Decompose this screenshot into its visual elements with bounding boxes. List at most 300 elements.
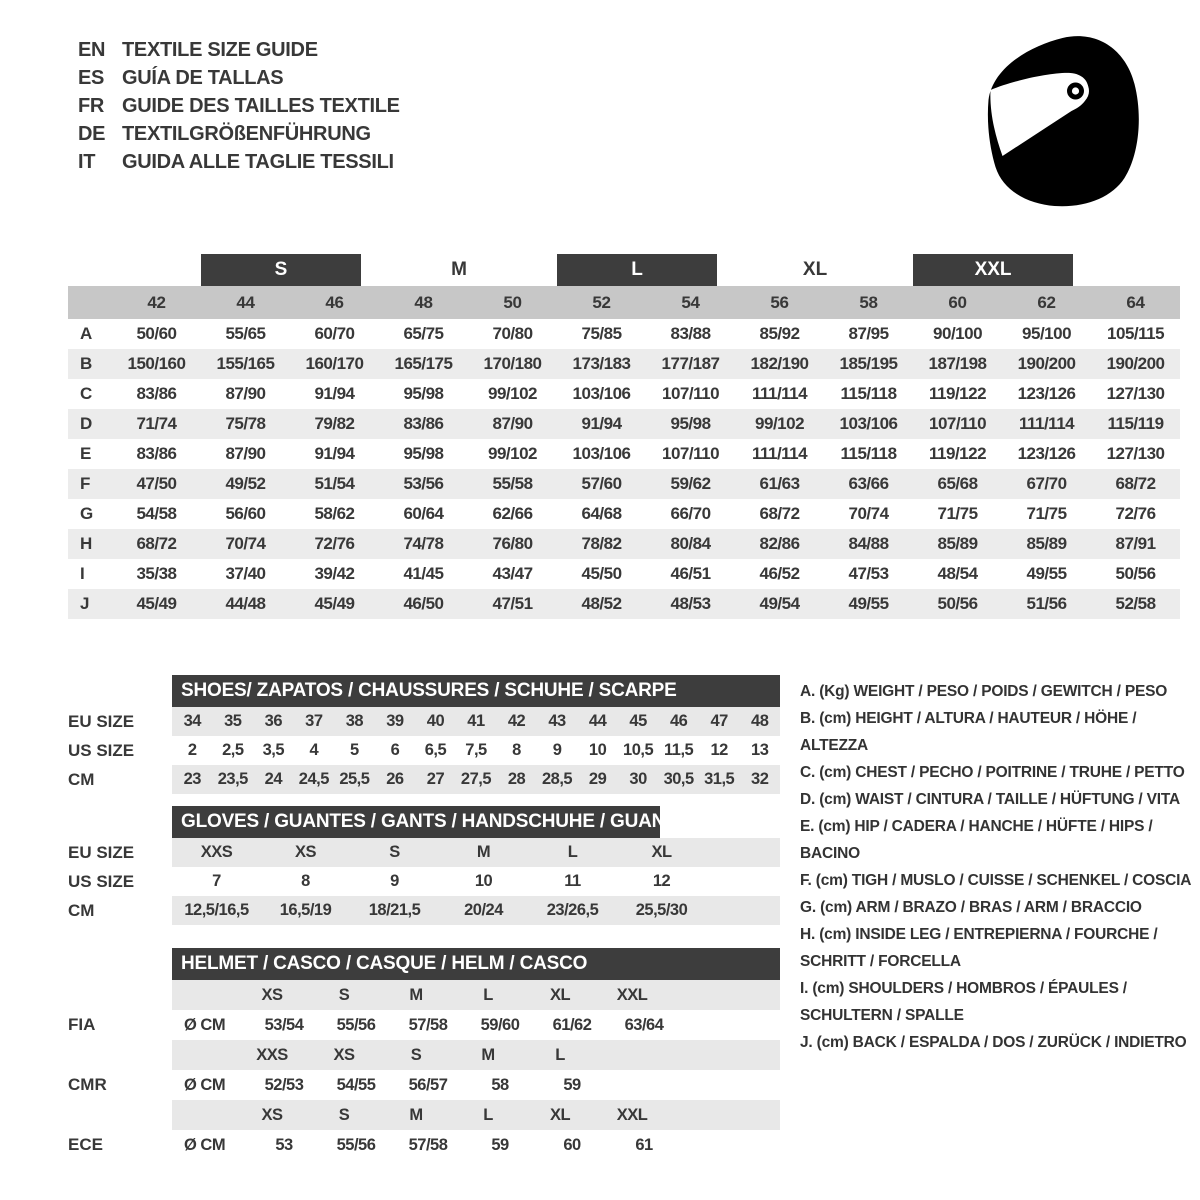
- shoes-header-row: [68, 675, 780, 707]
- size-value: 82/86: [735, 529, 824, 559]
- size-label: XL: [549, 986, 571, 1004]
- size-value: 11: [564, 872, 581, 890]
- size-value: 45: [629, 712, 647, 730]
- size-value: 20/24: [464, 901, 503, 919]
- helmet-size-row: [68, 1040, 780, 1070]
- size-value: L: [567, 843, 578, 861]
- size-value: 107/110: [913, 409, 1002, 439]
- size-value: 8: [301, 872, 310, 890]
- size-value: 30,5: [663, 770, 694, 788]
- size-value: 107/110: [662, 444, 720, 463]
- size-value: 11,5: [664, 741, 694, 759]
- size-value: 3,5: [262, 741, 285, 759]
- row-label: J: [68, 589, 112, 619]
- size-value: 84/88: [824, 529, 913, 559]
- size-row: [68, 838, 780, 867]
- size-value: 85/89: [1002, 529, 1091, 559]
- size-value: 47/51: [468, 589, 557, 619]
- size-number: 44: [201, 286, 290, 319]
- size-value: 39: [386, 712, 404, 730]
- size-label: L: [555, 1046, 565, 1064]
- size-value: 46/51: [670, 564, 711, 583]
- size-value: 44: [588, 712, 607, 730]
- legend-item: E. (cm) HIP / CADERA / HANCHE / HÜFTE / HIPS / BACINO: [800, 818, 1153, 862]
- size-value: 99/102: [488, 444, 537, 463]
- size-value: 87/95: [848, 324, 889, 343]
- size-label: M: [409, 1106, 423, 1124]
- measure-row-f: [68, 469, 1180, 499]
- size-value: 23/26,5: [546, 901, 599, 919]
- size-value: 119/122: [929, 444, 987, 463]
- row-label: [68, 980, 172, 1010]
- size-value: 56/57: [408, 1076, 448, 1094]
- size-value: 87/90: [225, 384, 266, 403]
- size-value: 48/52: [557, 589, 646, 619]
- size-value: 71/75: [937, 504, 978, 523]
- diameter-unit: Ø CM: [184, 1076, 226, 1094]
- size-value: 91/94: [314, 444, 355, 463]
- size-value: 48/53: [646, 589, 735, 619]
- row-values: [172, 736, 780, 765]
- size-value: 68/72: [759, 504, 800, 523]
- size-value: 12: [652, 872, 671, 890]
- size-number: 46: [290, 286, 379, 319]
- size-number: 58: [824, 286, 913, 319]
- size-value: 2,5: [222, 741, 244, 759]
- size-value: 60: [563, 1136, 581, 1154]
- size-value: 111/114: [751, 384, 808, 403]
- size-value: 24: [264, 770, 282, 788]
- legend-item: H. (cm) INSIDE LEG / ENTREPIERNA / FOURCHE / SCHRITT / FORCELLA: [800, 926, 1158, 970]
- size-value: 85/92: [759, 324, 800, 343]
- measure-row-d: [68, 409, 1180, 439]
- size-value: 40: [426, 712, 445, 730]
- size-value: 95/98: [403, 384, 444, 403]
- size-value: 71/74: [112, 409, 201, 439]
- measure-row-g: [68, 499, 1180, 529]
- row-label: F: [68, 469, 112, 499]
- size-value: 34: [183, 712, 201, 730]
- language-code: FR: [78, 95, 105, 117]
- size-value: 39/42: [314, 564, 355, 583]
- size-row: [68, 707, 780, 736]
- row-label: [68, 286, 112, 319]
- size-value: 83/86: [136, 444, 177, 463]
- size-value: 74/78: [379, 529, 468, 559]
- size-value: 54/55: [336, 1076, 376, 1094]
- size-value: 7: [212, 872, 221, 890]
- size-value: 119/122: [929, 384, 987, 403]
- size-value: 59: [491, 1136, 509, 1154]
- size-value: 51/56: [1002, 589, 1091, 619]
- row-label: E: [80, 444, 92, 463]
- size-value: 127/130: [1106, 444, 1165, 463]
- size-group-xl: [735, 253, 913, 286]
- size-value: 50/56: [1115, 564, 1156, 583]
- spacer: [706, 896, 780, 925]
- size-value: 170/180: [468, 349, 557, 379]
- helmet-size-row: [68, 980, 780, 1010]
- size-value: 111/114: [1002, 409, 1091, 439]
- size-value: 45/49: [290, 589, 379, 619]
- size-value: 6,5: [424, 741, 447, 759]
- size-value: 10: [588, 741, 607, 759]
- size-group-label: L: [557, 254, 717, 286]
- size-group-label: XL: [802, 259, 828, 280]
- size-value: 12: [710, 741, 728, 759]
- spacer: [68, 806, 172, 838]
- legend-item: F. (cm) TIGH / MUSLO / CUISSE / SCHENKEL / COSCIA: [800, 872, 1192, 889]
- title-text: GUIDE DES TAILLES TEXTILE: [122, 95, 400, 117]
- size-value: 55/56: [336, 1136, 376, 1154]
- spacer: [172, 980, 236, 1010]
- row-label: I: [80, 564, 85, 583]
- size-value: 72/76: [290, 529, 379, 559]
- size-value: 47/50: [112, 469, 201, 499]
- size-group-label: S: [201, 254, 361, 286]
- legend-item: J. (cm) BACK / ESPALDA / DOS / ZURÜCK / INDIETRO: [800, 1034, 1187, 1051]
- row-values: [172, 896, 780, 925]
- size-value: 52/58: [1091, 589, 1180, 619]
- size-value: 57/58: [408, 1136, 448, 1154]
- row-values: [172, 1100, 780, 1130]
- size-group-l: [557, 253, 735, 286]
- size-group-m: [379, 253, 557, 286]
- size-value: 60/64: [403, 504, 444, 523]
- size-value: 63/64: [624, 1016, 664, 1034]
- size-value: 83/88: [670, 324, 711, 343]
- size-value: 54/58: [136, 504, 177, 523]
- row-label: D: [68, 409, 112, 439]
- row-label: FIA: [68, 1015, 96, 1034]
- size-value: 67/70: [1002, 469, 1091, 499]
- size-value: 4: [309, 741, 319, 759]
- measure-row-a: [68, 319, 1180, 349]
- size-value: 49/52: [201, 469, 290, 499]
- size-numbers-row: [68, 286, 1180, 319]
- size-value: [608, 1070, 680, 1100]
- size-value: 23: [183, 770, 201, 788]
- legend-item: C. (cm) CHEST / PECHO / POITRINE / TRUHE / PETTO: [800, 764, 1185, 781]
- size-group-s: [201, 253, 379, 286]
- row-label: CMR: [68, 1075, 107, 1094]
- row-values: [172, 867, 780, 896]
- size-value: 56/60: [225, 504, 266, 523]
- spacer: [68, 948, 172, 980]
- size-row: [68, 765, 780, 794]
- size-value: 37: [305, 712, 323, 730]
- size-value: 6: [390, 741, 400, 759]
- size-value: 68/72: [112, 529, 201, 559]
- size-value: 62/66: [492, 504, 533, 523]
- size-value: 155/165: [201, 349, 290, 379]
- size-value: 61/62: [552, 1016, 592, 1034]
- size-value: 59: [563, 1076, 581, 1094]
- size-value: 44/48: [201, 589, 290, 619]
- size-value: 70/74: [848, 504, 889, 523]
- size-value: 41: [467, 712, 485, 730]
- size-value: 35/38: [136, 564, 177, 583]
- size-value: 31,5: [704, 770, 735, 788]
- size-value: 150/160: [112, 349, 201, 379]
- size-value: 76/80: [468, 529, 557, 559]
- size-value: 38: [345, 712, 364, 730]
- size-value: 23,5: [217, 770, 248, 788]
- size-value: 28: [507, 770, 526, 788]
- size-value: 18/21,5: [368, 901, 421, 919]
- size-value: 42: [507, 712, 526, 730]
- spacer: [706, 867, 780, 896]
- title-text: GUIDA ALLE TAGLIE TESSILI: [122, 151, 394, 173]
- row-label: EU SIZE: [68, 712, 135, 731]
- spacer: [706, 838, 780, 867]
- size-value: 160/170: [290, 349, 379, 379]
- title-line: [78, 36, 400, 64]
- size-value: 91/94: [557, 409, 646, 439]
- size-value: 99/102: [735, 409, 824, 439]
- textile-size-grid: [68, 253, 1180, 619]
- size-label: S: [338, 1106, 350, 1124]
- size-value: 91/94: [314, 384, 355, 403]
- row-values: [172, 1040, 780, 1070]
- spacer: [668, 980, 780, 1010]
- row-label: CM: [68, 770, 95, 789]
- size-value: 53: [275, 1136, 293, 1154]
- size-value: 99/102: [488, 384, 537, 403]
- size-value: 95/100: [1022, 324, 1072, 343]
- size-value: 51/54: [290, 469, 379, 499]
- helmet-rows: [68, 980, 780, 1160]
- title-line: [78, 148, 400, 176]
- size-value: 85/89: [913, 529, 1002, 559]
- textile-size-table: [68, 253, 1180, 619]
- size-label: XS: [261, 1106, 283, 1124]
- size-value: 2: [187, 741, 197, 759]
- size-value: 49/55: [1026, 564, 1067, 583]
- size-value: 75/78: [201, 409, 290, 439]
- size-value: 185/195: [824, 349, 913, 379]
- size-value: 47/53: [848, 564, 889, 583]
- row-values: [172, 1010, 780, 1040]
- size-value: 65/75: [403, 324, 444, 343]
- size-value: 103/106: [572, 384, 631, 403]
- title-line: [78, 64, 400, 92]
- row-label: [68, 1040, 172, 1070]
- size-value: 115/118: [840, 444, 897, 463]
- size-label: XL: [549, 1106, 571, 1124]
- measurement-legend: [800, 678, 1192, 1056]
- size-value: 61/63: [735, 469, 824, 499]
- legend-item: A. (Kg) WEIGHT / PESO / POIDS / GEWITCH / PESO: [800, 683, 1168, 700]
- size-value: 9: [390, 872, 399, 890]
- size-value: S: [389, 843, 400, 861]
- size-value: 29: [588, 770, 607, 788]
- language-code: DE: [78, 123, 106, 145]
- row-label: EU SIZE: [68, 843, 135, 862]
- size-value: 36: [264, 712, 282, 730]
- size-value: 187/198: [913, 349, 1002, 379]
- size-value: 59/62: [646, 469, 735, 499]
- size-value: 103/106: [572, 444, 631, 463]
- size-value: 115/119: [1091, 409, 1180, 439]
- size-value: 72/76: [1115, 504, 1156, 523]
- row-label: US SIZE: [68, 872, 135, 891]
- size-value: 12,5/16,5: [184, 901, 249, 919]
- row-values: [172, 1070, 780, 1100]
- size-value: 123/126: [1017, 444, 1076, 463]
- spacer: [1091, 253, 1180, 286]
- size-number: 62: [1002, 286, 1091, 319]
- size-value: 58: [491, 1076, 509, 1094]
- size-value: 87/90: [468, 409, 557, 439]
- row-values: [172, 838, 780, 867]
- spacer: [668, 1100, 780, 1130]
- row-label: ECE: [68, 1135, 103, 1154]
- gloves-rows: [68, 838, 780, 925]
- size-value: 78/82: [557, 529, 646, 559]
- spacer: [172, 1100, 236, 1130]
- row-values: [172, 707, 780, 736]
- legend-item: B. (cm) HEIGHT / ALTURA / HAUTEUR / HÖHE / ALTEZZA: [800, 710, 1137, 754]
- size-value: 103/106: [824, 409, 913, 439]
- size-value: 115/118: [840, 384, 897, 403]
- size-value: 57/58: [408, 1016, 448, 1034]
- size-value: 177/187: [646, 349, 735, 379]
- size-value: 9: [552, 741, 562, 759]
- language-code: IT: [78, 151, 96, 173]
- size-value: 59/60: [480, 1016, 520, 1034]
- size-value: 66/70: [670, 504, 711, 523]
- size-value: 105/115: [1107, 324, 1165, 343]
- helmet-value-row: [68, 1070, 780, 1100]
- measure-row-b: [68, 349, 1180, 379]
- size-number: 60: [913, 286, 1002, 319]
- size-value: XXS: [200, 843, 233, 861]
- size-label: XXL: [616, 1106, 648, 1124]
- size-group-xxl: [913, 253, 1091, 286]
- title-text: TEXTILE SIZE GUIDE: [122, 39, 318, 61]
- size-value: 55/65: [225, 324, 266, 343]
- size-value: 10,5: [623, 741, 654, 759]
- size-value: 24,5: [298, 770, 329, 788]
- size-value: 5: [350, 741, 359, 759]
- size-value: 95/98: [646, 409, 735, 439]
- size-value: 43/47: [492, 564, 533, 583]
- title-text: GUÍA DE TALLAS: [122, 67, 284, 89]
- size-value: 182/190: [735, 349, 824, 379]
- title-line: [78, 92, 400, 120]
- size-value: 79/82: [290, 409, 379, 439]
- size-value: 27,5: [460, 770, 492, 788]
- spacer: [668, 1040, 780, 1070]
- size-label: XS: [261, 986, 283, 1004]
- size-number: 50: [468, 286, 557, 319]
- size-value: 53/56: [379, 469, 468, 499]
- size-value: 173/183: [557, 349, 646, 379]
- size-value: 80/84: [646, 529, 735, 559]
- size-value: 60/70: [314, 324, 355, 343]
- gloves-size-table: [68, 806, 780, 925]
- size-label: M: [481, 1046, 495, 1064]
- size-value: 55/58: [468, 469, 557, 499]
- measure-row-i: [68, 559, 1180, 589]
- legend-item: I. (cm) SHOULDERS / HOMBROS / ÉPAULES / SCHULTERN / SPALLE: [800, 980, 1127, 1024]
- size-value: 87/90: [225, 444, 266, 463]
- size-label: L: [483, 1106, 493, 1124]
- size-value: 63/66: [824, 469, 913, 499]
- size-label: XS: [333, 1046, 355, 1064]
- helmet-value-row: [68, 1010, 780, 1040]
- gloves-header-row: [68, 806, 780, 838]
- language-code: ES: [78, 67, 105, 89]
- size-label: M: [409, 986, 423, 1004]
- size-value: 46/52: [759, 564, 800, 583]
- row-label: CM: [68, 901, 95, 920]
- size-value: 48: [751, 712, 769, 730]
- size-value: 46: [669, 712, 688, 730]
- size-value: 95/98: [403, 444, 444, 463]
- size-value: 45/49: [112, 589, 201, 619]
- size-value: 165/175: [379, 349, 468, 379]
- size-value: 27: [426, 770, 445, 788]
- row-label: A: [80, 324, 93, 343]
- size-value: 35: [224, 712, 242, 730]
- size-number: 56: [735, 286, 824, 319]
- size-value: 26: [386, 770, 404, 788]
- racing-helmet-icon: [983, 28, 1141, 208]
- size-row: [68, 867, 780, 896]
- size-number: 54: [646, 286, 735, 319]
- row-label: H: [68, 529, 112, 559]
- size-row: [68, 896, 780, 925]
- title-line: [78, 120, 400, 148]
- size-value: 64/68: [581, 504, 622, 523]
- gloves-section-header: GLOVES / GUANTES / GANTS / HANDSCHUHE / GUANTI: [172, 806, 660, 838]
- size-value: 65/68: [913, 469, 1002, 499]
- size-label: [596, 1040, 668, 1070]
- size-value: 8: [512, 741, 521, 759]
- size-value: 30: [629, 770, 647, 788]
- diameter-unit: Ø CM: [184, 1136, 226, 1154]
- shoes-section-header: SHOES/ ZAPATOS / CHAUSSURES / SCHUHE / SCARPE: [172, 675, 780, 707]
- size-number: 48: [379, 286, 468, 319]
- spacer: [680, 1130, 780, 1160]
- size-value: 61: [635, 1136, 653, 1154]
- spacer: [172, 1040, 236, 1070]
- size-label: XXL: [616, 986, 648, 1004]
- size-value: 7,5: [465, 741, 487, 759]
- size-value: 70/80: [492, 324, 533, 343]
- spacer: [680, 1010, 780, 1040]
- size-value: 90/100: [933, 324, 983, 343]
- size-value: 123/126: [1017, 384, 1076, 403]
- size-value: 41/45: [403, 564, 444, 583]
- size-value: 37/40: [225, 564, 266, 583]
- size-value: 49/54: [735, 589, 824, 619]
- size-value: 28,5: [541, 770, 573, 788]
- size-value: XL: [651, 843, 672, 861]
- size-group-row: [68, 253, 1180, 286]
- size-value: 43: [548, 712, 566, 730]
- row-label: US SIZE: [68, 741, 135, 760]
- title-text: TEXTILGRÖßENFÜHRUNG: [122, 123, 371, 145]
- spacer: [680, 1070, 780, 1100]
- size-value: 45/50: [581, 564, 622, 583]
- diameter-unit: Ø CM: [184, 1016, 226, 1034]
- helmet-value-row: [68, 1130, 780, 1160]
- size-label: S: [410, 1046, 422, 1064]
- size-value: 47: [710, 712, 728, 730]
